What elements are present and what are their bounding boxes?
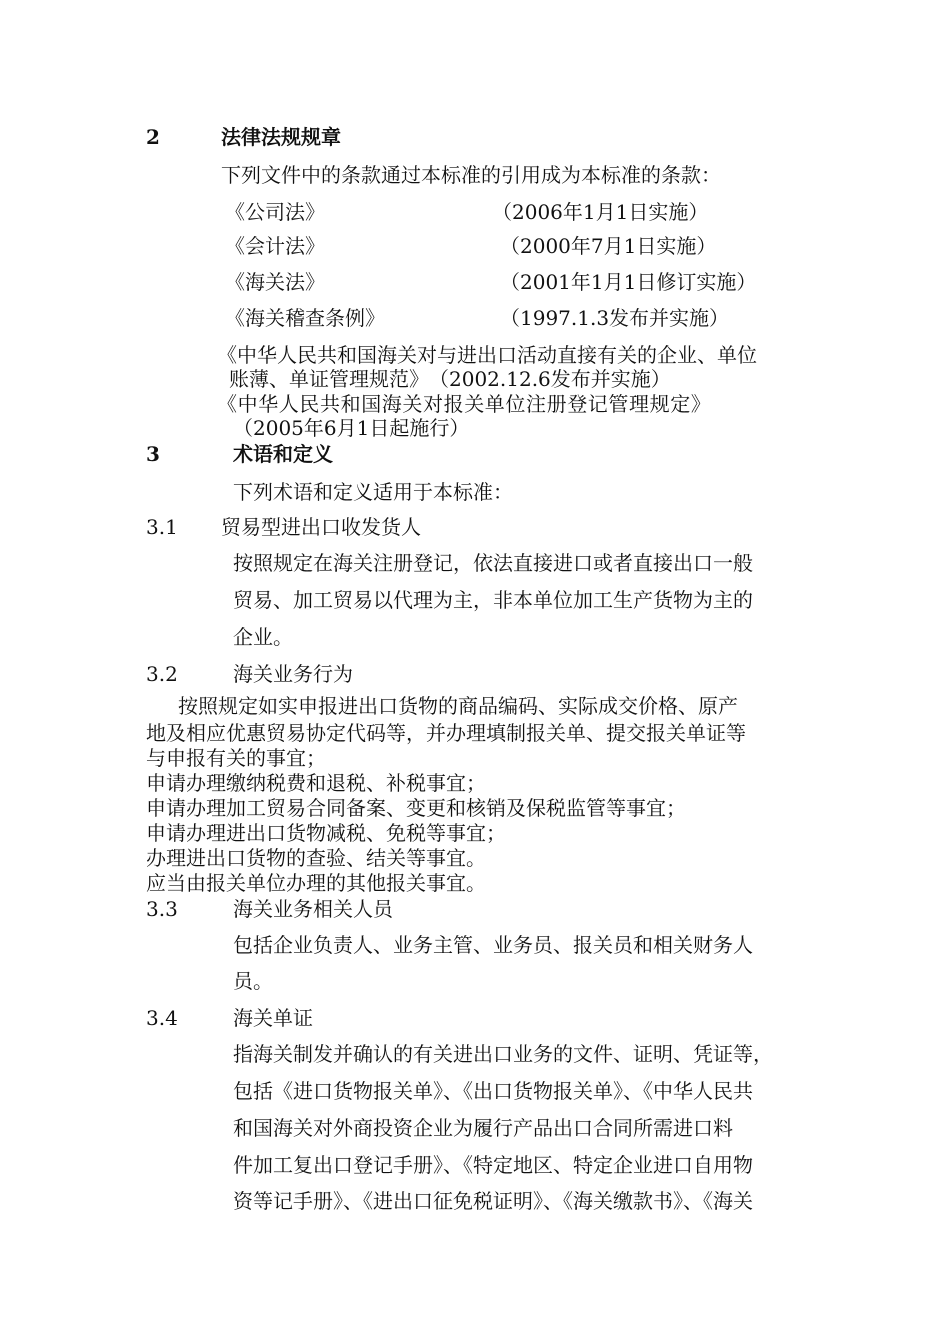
section-2-intro: 下列文件中的条款通过本标准的引用成为本标准的条款：	[221, 163, 721, 187]
law-name-audit: 《海关稽查条例》	[225, 306, 385, 330]
section-3-4-line: 件加工复出口登记手册》、《特定地区、特定企业进口自用物	[233, 1153, 753, 1177]
section-3-2-line: 地及相应优惠贸易协定代码等，并办理填制报关单、提交报关单证等	[146, 721, 746, 745]
section-3-2-line: 与申报有关的事宜；	[146, 746, 326, 770]
section-3-2-line: 申请办理进出口货物减税、免税等事宜；	[146, 821, 506, 845]
section-3-4-line: 包括《进口货物报关单》、《出口货物报关单》、《中华人民共	[233, 1079, 753, 1103]
law-name-accounting: 《会计法》	[225, 234, 325, 258]
law-name-company: 《公司法》	[225, 200, 325, 224]
section-2-number: 2	[146, 125, 160, 149]
section-3-4-line: 资等记手册》、《进出口征免税证明》、《海关缴款书》、《海关	[233, 1189, 753, 1213]
section-3-1-line: 企业。	[233, 625, 293, 649]
section-3-4-line: 和国海关对外商投资企业为履行产品出口合同所需进口料	[233, 1116, 733, 1140]
section-3-2-line: 申请办理加工贸易合同备案、变更和核销及保税监管等事宜；	[146, 796, 686, 820]
law-date-company: （2006年1月1日实施）	[492, 200, 709, 224]
section-3-1-title: 贸易型进出口收发货人	[221, 515, 421, 539]
section-3-4-title: 海关单证	[233, 1006, 313, 1030]
section-3-1-line: 按照规定在海关注册登记，依法直接进口或者直接出口一般	[233, 551, 753, 575]
regulation-2-line-1: 《中华人民共和国海关对报关单位注册登记管理规定》	[217, 392, 712, 416]
law-date-accounting: （2000年7月1日实施）	[500, 234, 717, 258]
section-3-title: 术语和定义	[233, 442, 333, 466]
section-3-3-line: 员。	[233, 969, 273, 993]
section-3-3-title: 海关业务相关人员	[233, 897, 393, 921]
section-3-2-line: 申请办理缴纳税费和退税、补税事宜；	[146, 771, 486, 795]
section-2-title: 法律法规规章	[221, 125, 341, 149]
section-3-1-number: 3.1	[146, 515, 178, 539]
section-3-2-number: 3.2	[146, 662, 178, 686]
section-3-2-line: 按照规定如实申报进出口货物的商品编码、实际成交价格、原产	[178, 694, 738, 718]
section-3-intro: 下列术语和定义适用于本标准：	[233, 480, 513, 504]
section-3-1-line: 贸易、加工贸易以代理为主，非本单位加工生产货物为主的	[233, 588, 753, 612]
section-3-3-number: 3.3	[146, 897, 178, 921]
section-3-3-line: 包括企业负责人、业务主管、业务员、报关员和相关财务人	[233, 933, 753, 957]
section-3-4-line: 指海关制发并确认的有关进出口业务的文件、证明、凭证等，	[233, 1042, 773, 1066]
section-3-4-number: 3.4	[146, 1006, 178, 1030]
section-3-2-line: 办理进出口货物的查验、结关等事宜。	[146, 846, 486, 870]
law-date-audit: （1997.1.3发布并实施）	[500, 306, 730, 330]
law-name-customs: 《海关法》	[225, 270, 325, 294]
regulation-2-line-2: （2005年6月1日起施行）	[233, 416, 470, 440]
law-date-customs: （2001年1月1日修订实施）	[500, 270, 757, 294]
section-3-2-line: 应当由报关单位办理的其他报关事宜。	[146, 871, 486, 895]
section-3-2-title: 海关业务行为	[233, 662, 353, 686]
section-3-number: 3	[146, 442, 160, 466]
regulation-1-line-1: 《中华人民共和国海关对与进出口活动直接有关的企业、单位	[217, 343, 757, 367]
regulation-1-line-2: 账薄、单证管理规范》 （2002.12.6发布并实施）	[229, 367, 671, 391]
